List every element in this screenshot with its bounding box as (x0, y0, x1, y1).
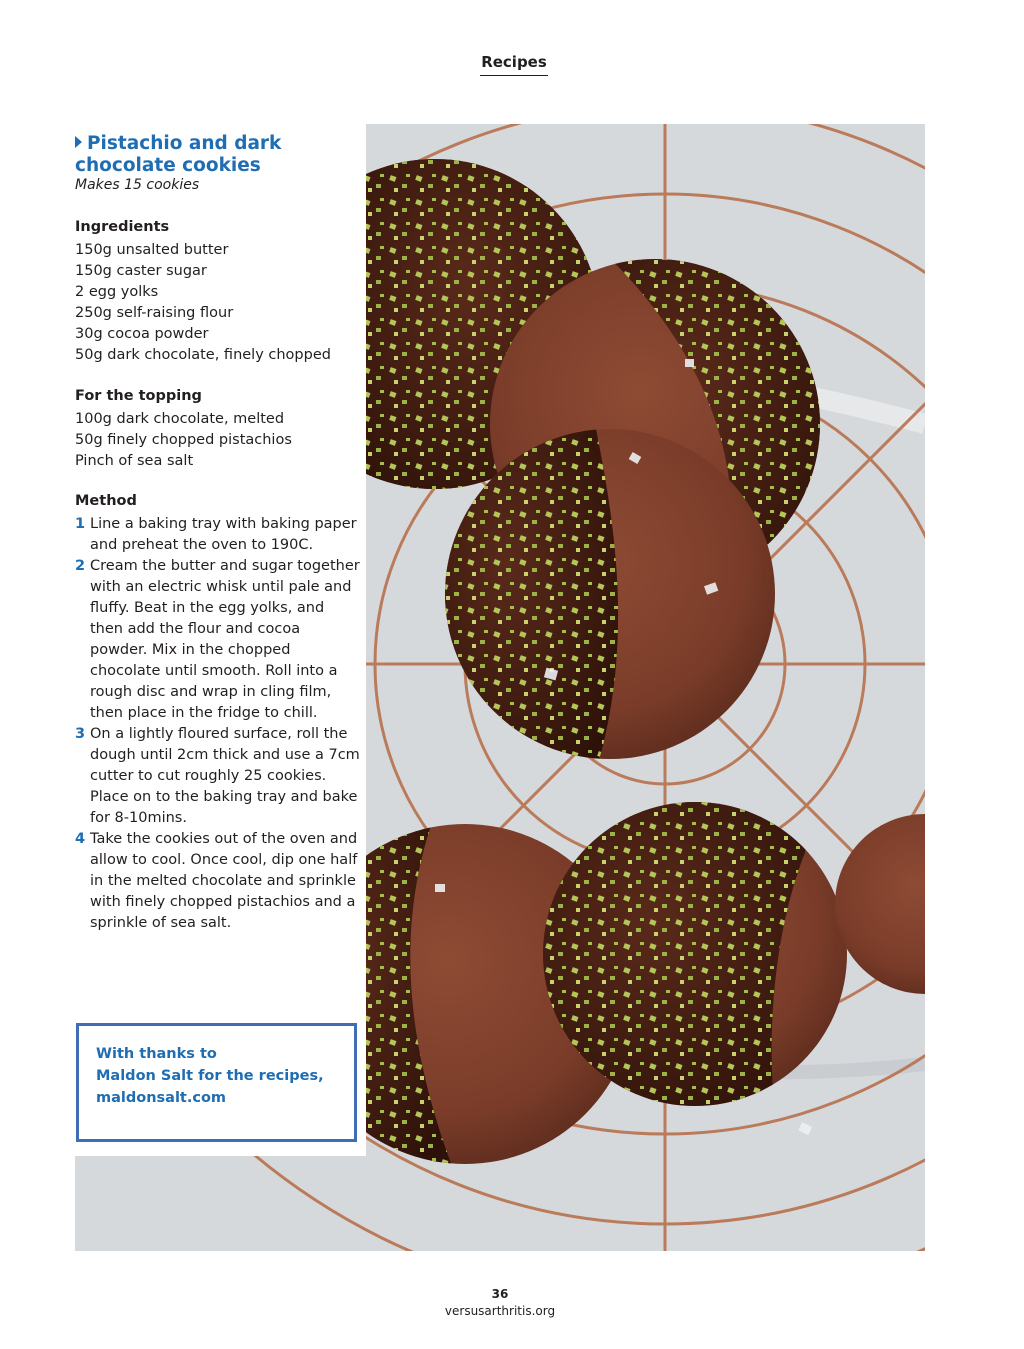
step-text: On a lightly floured surface, roll the dough until 2cm thick and use a 7cm cutter to cut roughly 25 cookies. Place on to the baking tray and bake for 8-10mins. (90, 726, 360, 826)
step-number: 2 (75, 558, 86, 574)
credit-box (76, 1023, 357, 1142)
list-item: 50g finely chopped pistachios (75, 432, 292, 448)
credit-line: Maldon Salt for the recipes, (96, 1068, 324, 1084)
step-number: 3 (75, 726, 86, 742)
triangle-bullet-icon (75, 136, 82, 148)
step-text: Line a baking tray with baking paper and preheat the oven to 190C. (90, 516, 357, 553)
method-heading: Method (75, 493, 137, 509)
step-text: Cream the butter and sugar together with an electric whisk until pale and fluffy. Beat in the egg yolks, and then add the flour and cocoa powder. Mix in the chopped chocolate until smooth. Roll into a rough disc and wrap in cling film, then place in the fridge to chill. (90, 558, 360, 721)
topping-heading: For the topping (75, 388, 202, 404)
ingredients-list (75, 240, 365, 366)
topping-list (75, 409, 365, 472)
list-item: Pinch of sea salt (75, 453, 194, 469)
method-step (75, 514, 361, 556)
list-item: 50g dark chocolate, finely chopped (75, 347, 331, 363)
step-number: 4 (75, 831, 86, 847)
credit-link[interactable]: maldonsalt.com (96, 1090, 227, 1106)
website-link[interactable]: versusarthritis.org (444, 1304, 556, 1318)
method-list (75, 514, 361, 934)
list-item: 100g dark chocolate, melted (75, 411, 285, 427)
list-item: 150g unsalted butter (75, 242, 229, 258)
recipe-title: Pistachio and dark chocolate cookies (75, 133, 282, 176)
list-item: 150g caster sugar (75, 263, 207, 279)
method-step (75, 556, 361, 724)
list-item: 30g cocoa powder (75, 326, 209, 342)
method-step (75, 829, 361, 934)
step-text: Take the cookies out of the oven and allow to cool. Once cool, dip one half in the melted chocolate and sprinkle with finely chopped pistachios and a sprinkle of sea salt. (90, 831, 358, 931)
method-step (75, 724, 361, 829)
page-number: 36 (491, 1287, 509, 1301)
section-label: Recipes (0, 53, 1000, 76)
recipe-yield: Makes 15 cookies (75, 177, 200, 193)
step-number: 1 (75, 516, 86, 532)
credit-line: With thanks to (96, 1046, 217, 1062)
list-item: 2 egg yolks (75, 284, 159, 300)
ingredients-heading: Ingredients (75, 219, 170, 235)
list-item: 250g self-raising flour (75, 305, 234, 321)
